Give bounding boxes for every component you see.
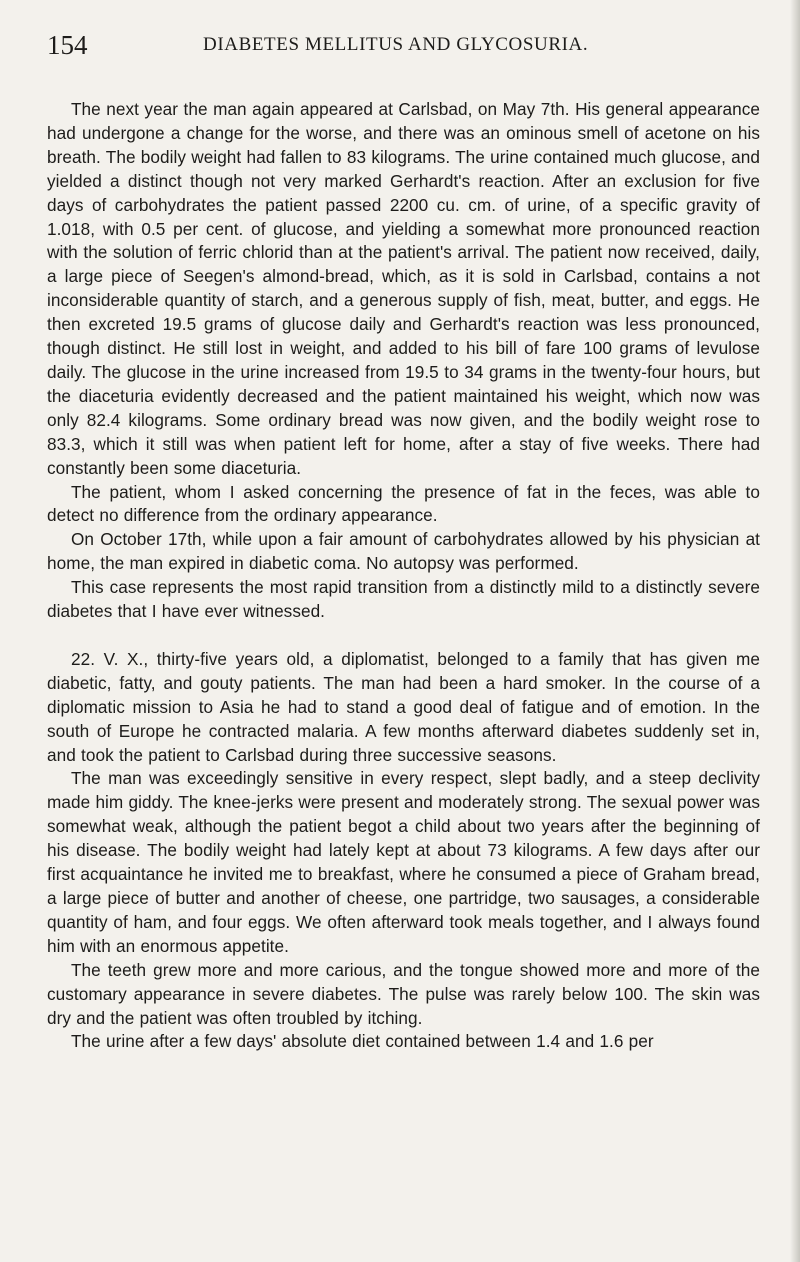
page-number: 154 <box>47 30 88 60</box>
case-paragraph: 22. V. X., thirty-five years old, a diplomatist, belonged to a family that has given me diabetic, fatty, and gouty patients. The man had been a hard smoker. In the course of a diplomatic mission to Asia he had to stand a good deal of fatigue and of emotion. In the south of Europe he contracted malaria. A few months afterward diabetes suddenly set in, and took the patient to Carlsbad during three successive seasons. <box>47 648 760 765</box>
paragraph: The man was exceedingly sensitive in every respect, slept badly, and a steep declivity made him giddy. The knee-jerks were present and moderately strong. The sexual power was somewhat weak, although the patient begot a child about two years after the beginning of his disease. The bodily weight had lately kept at about 73 kilograms. A few days after our first acquaintance he invited me to breakfast, where he consumed a piece of Graham bread, a large piece of butter and another of cheese, one partridge, two sausages, a considerable quantity of ham, and four eggs. We often afterward took meals together, and I always found him with an enormous appetite. <box>47 768 760 956</box>
page-header <box>47 30 764 66</box>
paragraph: The next year the man again appeared at Carlsbad, on May 7th. His general appearance had undergone a change for the worse, and there was an ominous smell of acetone on his breath. The bodily weight had fallen to 83 kilograms. The urine contained much glucose, and yielded a distinct though not very marked Gerhardt's reaction. After an exclusion for five days of carbohydrates the patient passed 2200 cu. cm. of urine, of a specific gravity of 1.018, with 0.5 per cent. of glucose, and yielding a somewhat more pronounced reaction with the solution of ferric chlorid than at the patient's arrival. The patient now received, daily, a large piece of Seegen's almond-bread, which, as it is sold in Carlsbad, contains a not inconsiderable quantity of starch, and a generous supply of fish, meat, butter, and eggs. He then excreted 19.5 grams of glucose daily and Gerhardt's reaction was less pronounced, though distinct. He still lost in weight, and added to his bill of fare 100 grams of levulose daily. The glucose in the urine increased from 19.5 to 34 grams in the twenty-four hours, but the diaceturia evidently decreased and the patient maintained his weight, which now was only 82.4 kilograms. Some ordinary bread was now given, and the bodily weight rose to 83.3, which it still was when patient left for home, after a stay of five weeks. There had constantly been some diaceturia. <box>47 99 760 478</box>
page-edge-shadow <box>790 0 800 1262</box>
paragraph: The urine after a few days' absolute diet contained between 1.4 and 1.6 per <box>71 1031 654 1052</box>
body-text <box>47 98 760 1054</box>
running-title: DIABETES MELLITUS AND GLYCOSURIA. <box>203 34 589 55</box>
paragraph: The teeth grew more and more carious, and the tongue showed more and more of the customary appearance in severe diabetes. The pulse was rarely below 100. The skin was dry and the patient was often troubled by itching. <box>47 959 760 1028</box>
paragraph: This case represents the most rapid transition from a distinctly mild to a distinctly severe diabetes that I have ever witnessed. <box>47 577 760 622</box>
paragraph: On October 17th, while upon a fair amount of carbohydrates allowed by his physician at home, the man expired in diabetic coma. No autopsy was performed. <box>47 529 760 574</box>
paragraph: The patient, whom I asked concerning the presence of fat in the feces, was able to detect no difference from the ordinary appearance. <box>47 481 760 526</box>
